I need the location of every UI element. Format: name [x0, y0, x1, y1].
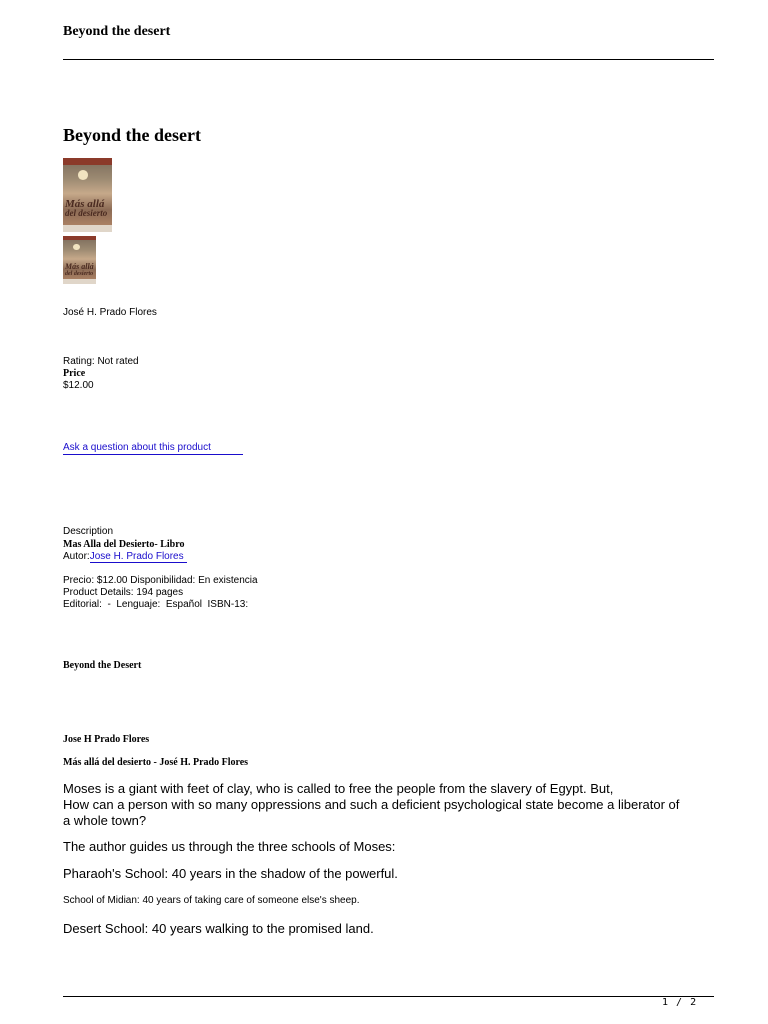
- product-cover-thumbnail[interactable]: [63, 236, 96, 284]
- cover-band-top: [63, 236, 96, 240]
- cover-title-line1: Más allá: [65, 262, 94, 271]
- autor-link[interactable]: Jose H. Prado Flores: [90, 551, 187, 563]
- cover-title-line2: del desierto: [65, 271, 94, 277]
- book-title: Mas Alla del Desierto- Libro: [63, 539, 185, 550]
- price-label: Price: [63, 368, 86, 379]
- cover-sun: [78, 170, 89, 180]
- paragraph-guides: The author guides us through the three schools of Moses:: [63, 839, 396, 854]
- product-cover-image-large[interactable]: [63, 158, 112, 232]
- description-label: Description: [63, 526, 114, 537]
- page-number: 1 / 2: [662, 997, 698, 1008]
- heading-beyond-the-desert: Beyond the Desert: [63, 660, 142, 671]
- product-rating: Rating: Not rated: [63, 356, 139, 367]
- heading-author: Jose H Prado Flores: [63, 734, 150, 745]
- header-title: Beyond the desert: [63, 24, 171, 39]
- cover-band-bottom: [63, 279, 96, 284]
- cover-band-bottom: [63, 225, 112, 232]
- cover-title-line2: del desierto: [65, 208, 108, 218]
- footer-rule: [63, 996, 714, 997]
- header-rule: [63, 59, 714, 60]
- paragraph-moses-line1: Moses is a giant with feet of clay, who is called to free the people from the slavery of Egypt. But,: [63, 781, 614, 796]
- price-value: $12.00: [63, 380, 94, 391]
- cover-sun: [73, 244, 80, 251]
- heading-spanish-title: Más allá del desierto - José H. Prado Flores: [63, 757, 249, 768]
- product-author: José H. Prado Flores: [63, 307, 157, 318]
- paragraph-moses-line3: a whole town?: [63, 813, 147, 828]
- paragraph-moses-line2: How can a person with so many oppressions and such a deficient psychological state become a liberator of: [63, 797, 680, 812]
- ask-question-link[interactable]: Ask a question about this product: [63, 442, 243, 455]
- paragraph-moses: [63, 781, 703, 829]
- autor-label: Autor:: [63, 551, 90, 562]
- page-title: Beyond the desert: [63, 125, 201, 145]
- editorial-line: Editorial: - Lenguaje: Español ISBN-13:: [63, 599, 249, 610]
- precio-line: Precio: $12.00 Disponibilidad: En existencia: [63, 575, 258, 586]
- cover-band-top: [63, 158, 112, 165]
- paragraph-desert-school: Desert School: 40 years walking to the promised land.: [63, 921, 374, 936]
- autor-line: [63, 551, 187, 563]
- cover-title-line1: Más allá: [65, 198, 105, 210]
- paragraph-pharaoh-school: Pharaoh's School: 40 years in the shadow of the powerful.: [63, 866, 398, 881]
- paragraph-midian-school: School of Midian: 40 years of taking care of someone else's sheep.: [63, 895, 360, 906]
- product-details-line: Product Details: 194 pages: [63, 587, 184, 598]
